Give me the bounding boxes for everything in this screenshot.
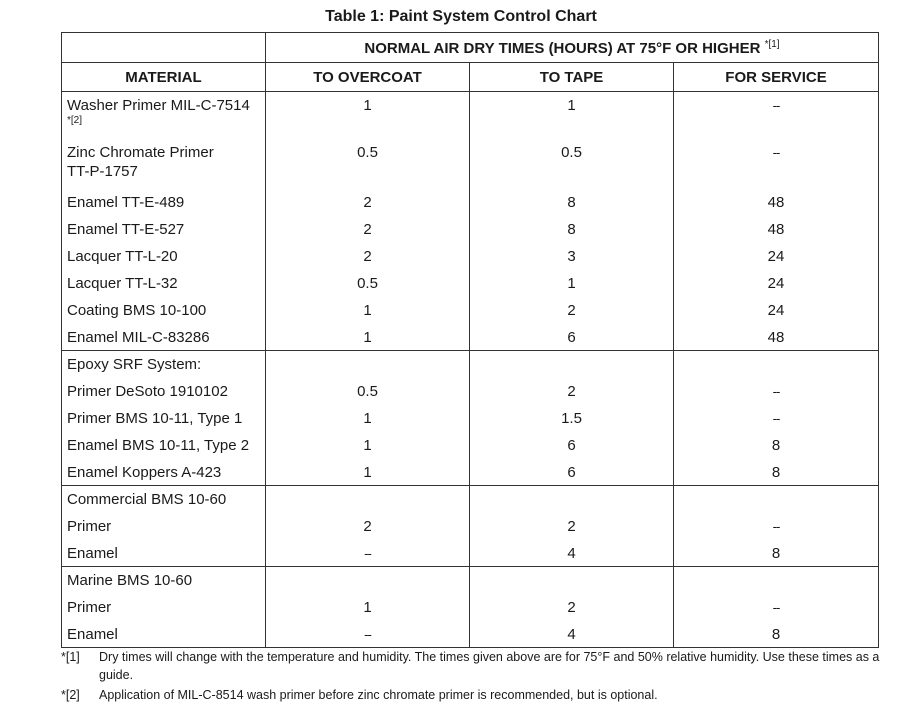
service-value: 8 (674, 432, 879, 459)
tape-value: 2 (470, 297, 674, 324)
overcoat-value: 1 (266, 432, 470, 459)
service-value (674, 486, 879, 513)
service-value: 48 (674, 189, 879, 216)
column-header-material: MATERIAL (62, 63, 266, 92)
service-value: 8 (674, 621, 879, 648)
table-row (62, 621, 879, 648)
service-value (674, 351, 879, 378)
material-cell (62, 189, 266, 216)
service-value: 48 (674, 324, 879, 351)
table-row (62, 324, 879, 351)
material-name: Lacquer TT-L-32 (67, 274, 178, 292)
service-value: -- (674, 139, 879, 189)
overcoat-value: 0.5 (266, 270, 470, 297)
footnote-marker: *[1] (61, 650, 80, 664)
footnote-text: Application of MIL-C-8514 wash primer before zinc chromate primer is recommended, but is optional. (99, 688, 658, 702)
material-cell (62, 324, 266, 351)
table-row (62, 270, 879, 297)
material-cell (62, 270, 266, 297)
table-body (62, 92, 879, 648)
service-value: 48 (674, 216, 879, 243)
tape-value: 6 (470, 432, 674, 459)
overcoat-value (266, 567, 470, 594)
material-name: Lacquer TT-L-20 (67, 247, 178, 265)
table-row (62, 567, 879, 594)
service-value: -- (674, 594, 879, 621)
column-header-service: FOR SERVICE (674, 63, 879, 92)
material-cell (62, 378, 266, 405)
footnote-text: Dry times will change with the temperature and humidity. The times given above are for 75°F and 50% relative humidity. Use these times as a guide. (99, 650, 880, 682)
material-cell (62, 594, 266, 621)
service-value: -- (674, 405, 879, 432)
footnotes (61, 648, 891, 704)
table-row (62, 432, 879, 459)
overcoat-value: 1 (266, 324, 470, 351)
material-name: Enamel (67, 544, 118, 562)
table-row (62, 243, 879, 270)
table-row (62, 297, 879, 324)
tape-value (470, 351, 674, 378)
material-cell (62, 216, 266, 243)
material-name: Commercial BMS 10-60 (67, 491, 227, 508)
paint-control-table (61, 32, 879, 648)
overcoat-value: 2 (266, 216, 470, 243)
material-name: Primer (67, 598, 112, 616)
overcoat-value (266, 486, 470, 513)
footnote-2 (61, 686, 891, 704)
overcoat-value (266, 351, 470, 378)
material-cell (62, 92, 266, 139)
table-title: Table 1: Paint System Control Chart (325, 8, 597, 25)
service-value: 8 (674, 540, 879, 567)
material-cell (62, 459, 266, 486)
material-name: Enamel TT-E-489 (67, 193, 185, 211)
overcoat-value: 0.5 (266, 378, 470, 405)
service-value: -- (674, 92, 879, 139)
material-name: Coating BMS 10-100 (67, 301, 207, 319)
tape-value: 6 (470, 459, 674, 486)
tape-value: 2 (470, 513, 674, 540)
overcoat-value: 1 (266, 459, 470, 486)
tape-value: 4 (470, 621, 674, 648)
material-cell (62, 567, 266, 594)
footnote-marker: *[2] (61, 688, 80, 702)
material-cell (62, 243, 266, 270)
tape-value: 0.5 (470, 139, 674, 189)
material-cell (62, 139, 266, 189)
service-value (674, 567, 879, 594)
material-cell (62, 486, 266, 513)
material-name: Enamel Koppers A-423 (67, 463, 222, 481)
tape-value (470, 567, 674, 594)
table-row (62, 139, 879, 189)
overcoat-value: 2 (266, 513, 470, 540)
service-value: -- (674, 513, 879, 540)
tape-value (470, 486, 674, 513)
material-name: Primer (67, 517, 112, 535)
material-cell (62, 297, 266, 324)
tape-value: 4 (470, 540, 674, 567)
service-value: 24 (674, 270, 879, 297)
material-name: Enamel MIL-C-83286 (67, 328, 210, 346)
table-row (62, 189, 879, 216)
service-value: 8 (674, 459, 879, 486)
material-cell (62, 405, 266, 432)
overcoat-value: 1 (266, 92, 470, 139)
table-row (62, 540, 879, 567)
material-name: Washer Primer MIL-C-7514 (67, 97, 250, 114)
table-row (62, 459, 879, 486)
material-cell (62, 621, 266, 648)
tape-value: 2 (470, 594, 674, 621)
material-cell (62, 513, 266, 540)
overcoat-value: 1 (266, 594, 470, 621)
material-name: Zinc Chromate Primer (67, 143, 214, 161)
material-name: Enamel BMS 10-11, Type 2 (67, 436, 250, 454)
overcoat-value: 1 (266, 297, 470, 324)
overcoat-value: 2 (266, 243, 470, 270)
tape-value: 1.5 (470, 405, 674, 432)
tape-value: 1 (470, 92, 674, 139)
header-group: NORMAL AIR DRY TIMES (HOURS) AT 75°F OR HIGHER $^{*[1]}$ (266, 33, 879, 63)
tape-value: 2 (470, 378, 674, 405)
column-header-tape: TO TAPE (470, 63, 674, 92)
overcoat-value: 1 (266, 405, 470, 432)
overcoat-value: 0.5 (266, 139, 470, 189)
tape-value: 3 (470, 243, 674, 270)
overcoat-value: -- (266, 621, 470, 648)
table-row (62, 513, 879, 540)
tape-value: 1 (470, 270, 674, 297)
material-name: Epoxy SRF System: (67, 356, 202, 373)
material-name: Enamel (67, 625, 118, 643)
material-name: Primer BMS 10-11, Type 1 (67, 409, 243, 427)
overcoat-value: 2 (266, 189, 470, 216)
tape-value: 8 (470, 189, 674, 216)
header-footnote-ref: *[1] (764, 38, 780, 50)
service-value: -- (674, 378, 879, 405)
tape-value: 6 (470, 324, 674, 351)
column-header-overcoat: TO OVERCOAT (266, 63, 470, 92)
table-row (62, 216, 879, 243)
material-name: Enamel TT-E-527 (67, 220, 185, 238)
material-name: Marine BMS 10-60 (67, 572, 193, 589)
service-value: 24 (674, 297, 879, 324)
table-row (62, 594, 879, 621)
footnote-1 (61, 648, 891, 684)
table-row (62, 92, 879, 139)
material-cell (62, 432, 266, 459)
table-row (62, 351, 879, 378)
material-name-line2: TT-P-1757 (67, 162, 138, 180)
service-value: 24 (674, 243, 879, 270)
material-cell (62, 540, 266, 567)
table-row (62, 378, 879, 405)
tape-value: 8 (470, 216, 674, 243)
footnote-ref: *[2] (67, 115, 83, 126)
table-row (62, 486, 879, 513)
material-name: Primer DeSoto 1910102 (67, 382, 228, 400)
header-corner (62, 33, 266, 63)
material-cell (62, 351, 266, 378)
table-row (62, 405, 879, 432)
overcoat-value: -- (266, 540, 470, 567)
